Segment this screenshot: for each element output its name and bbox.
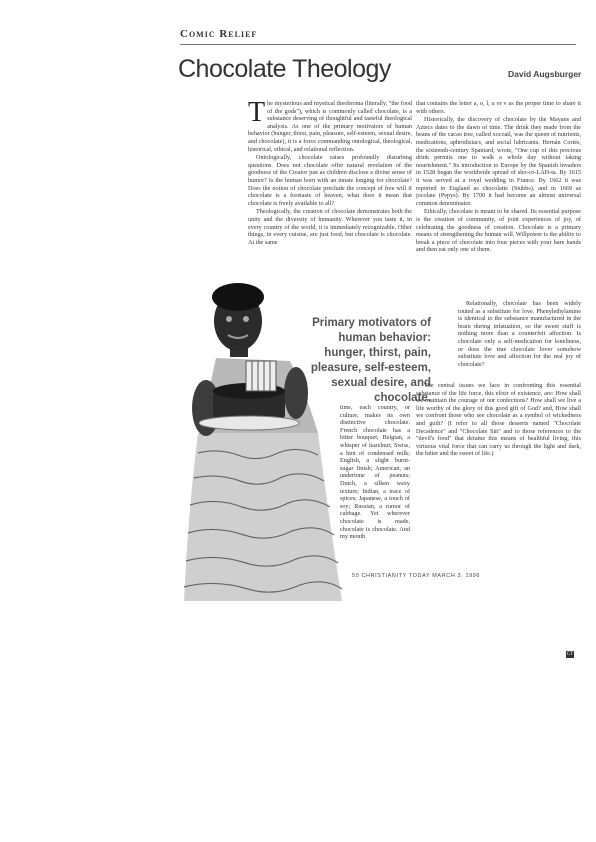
byline: David Augsburger: [508, 69, 582, 79]
paragraph: he mysterious and mystical theobroma (literally, "the food of the gods"), which is commonly called chocolate, is a substance deserving of thoughtful and tasteful theological analysis. As one of the primary motivators of human behavior (hunger, thirst, pain, pleasure, self-esteem, sexual desire, and chocolate), it is a force commanding ontological, theological, historical, ethical, and relational reflection.: [248, 100, 412, 153]
pull-quote: Primary motivators of human behavior: hunger, thirst, pain, pleasure, self-esteem, sexual desire, and chocolate.: [310, 317, 431, 404]
paragraph: Ethically, chocolate is meant to be shared. Its essential purpose is the creation of community, of joint experiences of joy, of celebrating the goodness of creation. Chocolate is a primary means of strengthening the human will. Willpower is the ability to break a piece of chocolate into four pieces with your bare hands and then eat only one of them.: [416, 208, 581, 254]
collar: [246, 361, 276, 391]
section-kicker: Comic Relief: [180, 28, 258, 40]
drop-cap: T: [248, 97, 266, 128]
paragraph: Theologically, the creation of chocolate demonstrates both the unity and the diversity of humanity. Wherever you taste it, in every country of the world, it is immediately recognizable. Other things, in every cuisine, are just food, but chocolate is chocolate. At the same: [248, 208, 412, 246]
column-b-final: [416, 382, 581, 459]
paragraph: Historically, the discovery of chocolate by the Mayans and Aztecs dates to the dawn of time. The drink they made from the beans of the cacao tree, called xocoatl, was the queen of nutrients, medications, aphrodisiacs, and social lubricants. Hernán Cortés, the sixteenth-century Spaniard, wrote, "One cup of this precious drink permits one to walk a whole day without taking nourishment." Its introduction to Europe by the Spanish invaders in 1528 began the worldwide spread of sho-co-LAH-ta. By 1615 it was served at a royal wedding in France. By 1662 it was reported in England as chocolatte (Stubbs), and in 1669 as jocolate (Pepys). By 1700 it had become an almost universal common denominator.: [416, 116, 581, 207]
column-b: [416, 100, 581, 255]
header-rule: [180, 44, 576, 45]
page-footer: 50 CHRISTIANITY TODAY MARCH 3, 1996: [352, 573, 481, 579]
column-a: [248, 97, 412, 247]
column-b-continued: [458, 300, 581, 369]
cake-plate: [199, 416, 299, 430]
paragraph: Relationally, chocolate has been widely touted as a substitute for love. Phenylethylamine is identical to the substance manufactured in the brain during infatuation, so the sweet stuff is nothing more than a counterfeit affection. Is chocolate only a self-medication for loneliness, or does the true chocolate lover somehow substitute love and affection for the real joy of chocolate?: [458, 300, 581, 368]
paragraph: Ontologically, chocolate raises profoundly disturbing questions. Does not chocolate offer natural revelation of the goodness of the Creator just as children disclose a divine sense of humor? Is the human born with an innate longing for chocolate? Does the notion of chocolate preclude the concept of free will if chocolate is a foretaste of heaven, what does it mean that chocolate is freely available to all?: [248, 154, 412, 207]
end-mark: CT: [566, 652, 574, 657]
eye: [226, 316, 232, 322]
paragraph: time, each country, or culture, makes its own distinctive chocolate. French chocolate has a bitter bouquet; Belgian, a whisper of hazelnut; Swiss, a hint of condensed milk; English, a slight burnt-sugar finish; American, an undertone of peanuts; Dutch, a silken waxy texture; Indian, a trace of spices; Japanese, a touch of soy; Russian, a rumor of cabbage. Yet wherever chocolate is made, chocolate is chocolate. And my mouth: [340, 404, 410, 541]
paragraph: that contains the letter a, o, l, u or v as the proper time to share it with others.: [416, 100, 581, 115]
column-a-continued: [340, 404, 410, 542]
article-title: Chocolate Theology: [178, 55, 391, 83]
hair: [212, 283, 264, 311]
paragraph: The central issues we face in confronting this essential substance of the life force, this elixir of existence, are: How shall we maintain the courage of our confections? How shall we live a life worthy of the glory of this good gift of God? and, How shall we confront those who see chocolate as a symbol of wickedness and guilt? (I refer to all those desserts named "Chocolate Decadence" and "Chocolate Sin" and to those references to the "devil's food" that defame this means of healthful living, this virtuous vital force that can carry us through the light and dark, the bitter and the sweet of life.): [416, 382, 581, 458]
